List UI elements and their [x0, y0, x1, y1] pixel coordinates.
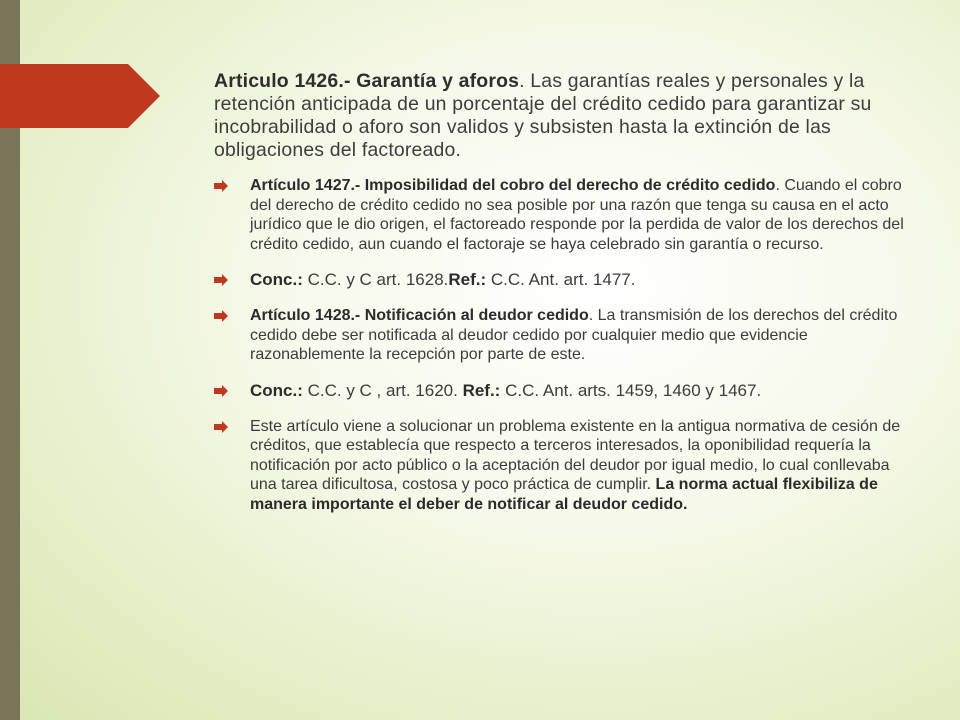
- bullet-list: [214, 176, 904, 514]
- conc-text: C.C. y C art. 1628.: [302, 270, 449, 289]
- bullet-bold: Artículo 1427.- Imposibilidad del cobro del derecho de crédito cedido: [250, 177, 776, 194]
- arrow-bullet-icon: [214, 310, 228, 322]
- arrow-bullet-icon: [214, 421, 228, 433]
- intro-paragraph: [214, 70, 904, 162]
- bullet-item-conc-1628: [214, 270, 904, 290]
- bullet-item-articulo-1428: [214, 306, 904, 365]
- bullet-text: . La transmisión de los derechos del crédito cedido debe ser notificada al deudor cedido por cualquier medio que evidencie razonablemente la recepción por parte de este.: [250, 307, 898, 363]
- ref-label: Ref.:: [462, 380, 501, 400]
- ref-label: Ref.:: [448, 270, 487, 289]
- bullet-bold: La norma actual flexibiliza de manera importante el deber de notificar al deudor cedido.: [250, 476, 878, 513]
- intro-text: . Las garantías reales y personales y la retención anticipada de un porcentaje del crédito cedido para garantizar su incobrabilidad o aforo son validos y subsisten hasta la extinción de las obligaciones del factoreado.: [214, 70, 872, 161]
- slide-content: [214, 70, 904, 530]
- bullet-item-comentario: [214, 417, 904, 515]
- bullet-text: . Cuando el cobro del derecho de crédito cedido no sea posible por una razón que tenga su causa en el acto jurídico que le dio origen, el factoreado responde por la perdida de valor de los derechos del crédito cedido, aun cuando el factoraje se haya celebrado sin garantía o recurso.: [250, 177, 904, 253]
- arrow-bullet-icon: [214, 180, 228, 192]
- intro-title: Articulo 1426.- Garantía y aforos: [214, 70, 520, 92]
- conc-label: Conc.:: [250, 270, 303, 289]
- bullet-bold: Artículo 1428.- Notificación al deudor cedido: [250, 307, 589, 324]
- conc-label: Conc.:: [250, 380, 303, 400]
- bullet-item-articulo-1427: [214, 176, 904, 254]
- conc-text: C.C. y C , art. 1620.: [302, 380, 463, 400]
- bullet-text: Este artículo viene a solucionar un problema existente en la antigua normativa de cesión de créditos, que establecía que respecto a terceros interesados, la oponibilidad requería la notificación por acto público o la aceptación del deudor por igual medio, lo cual conllevaba una tarea dificultosa, costosa y poco práctica de cumplir.: [250, 417, 901, 493]
- ribbon-shape: [0, 64, 160, 128]
- arrow-bullet-icon: [214, 385, 228, 397]
- bullet-item-conc-1620: [214, 381, 904, 401]
- ref-text: C.C. Ant. art. 1477.: [486, 270, 636, 289]
- ref-text: C.C. Ant. arts. 1459, 1460 y 1467.: [500, 380, 762, 400]
- arrow-bullet-icon: [214, 274, 228, 286]
